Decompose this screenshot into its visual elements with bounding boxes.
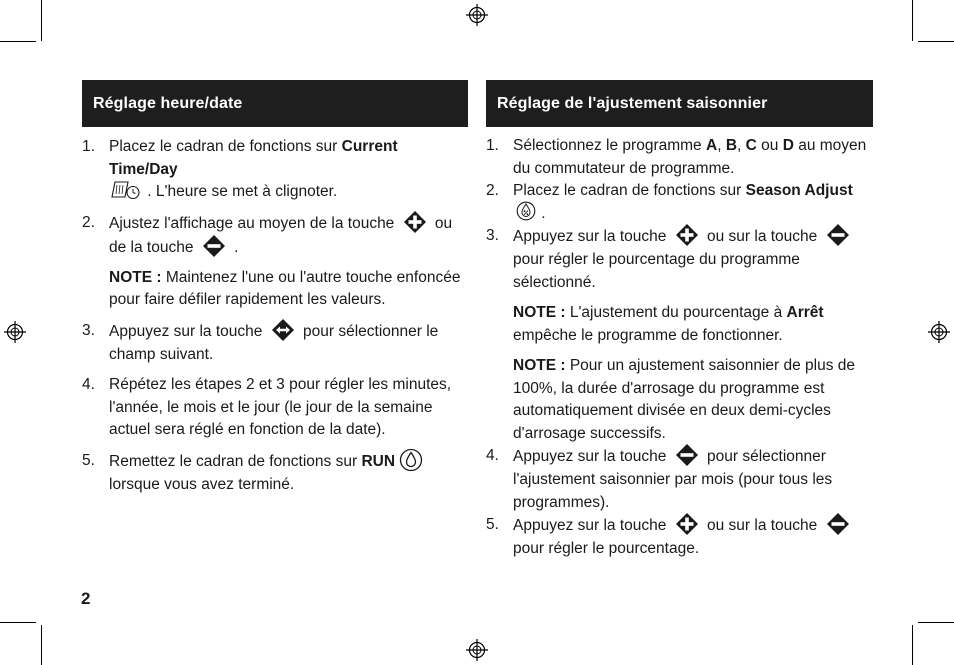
step-text: ou de la touche [109,214,453,256]
note-text: empêche le programme de fonctionner. [513,326,783,344]
crop-mark [912,0,913,41]
step-1 [486,135,873,180]
note-text: Maintenez l'une ou l'autre touche enfoncée pour faire défiler rapidement les valeurs. [109,268,461,308]
step-number: 4. [486,447,499,464]
crop-mark [0,41,36,42]
step-2 [82,212,468,260]
step-text: Répétez les étapes 2 et 3 pour régler les minutes, l'année, le mois et le jour (le jour de la semaine actuel sera réglé en fonction de la date). [109,376,452,438]
step-text: ou [756,137,783,154]
note-label: NOTE : [513,357,566,374]
note [82,267,468,312]
section-title: Réglage heure/date [93,94,243,112]
note-emphasis: Arrêt [786,304,824,321]
arrow-diamond-icon [271,318,295,342]
step-3 [82,320,468,367]
step-text: Appuyez sur la touche [513,228,671,246]
crop-mark [41,625,42,665]
step-5 [82,450,468,497]
minus-diamond-icon [202,234,226,258]
step-text: pour sélectionner le champ suivant. [109,322,439,363]
step-text: . L'heure se met à clignoter. [143,183,338,200]
step-text: pour régler le pourcentage du programme sélectionné. [513,251,800,291]
step-2 [486,180,873,225]
note-text: Pour un ajustement saisonnier de plus de 100%, la durée d'arrosage du programme est automatiquement divisée en deux demi-cycles d'arrosage successifs. [513,357,856,442]
step-4 [82,374,468,442]
note [486,302,873,347]
water-drop-icon [399,448,423,472]
step-text: . [229,238,239,256]
note [486,355,873,445]
step-text: Placez le cadran de fonctions sur [109,138,342,155]
dial-label: Season Adjust [745,182,853,199]
step-text: Appuyez sur la touche [513,448,671,466]
section-body [82,127,468,496]
step-number: 1. [486,137,499,154]
note-label: NOTE : [513,304,566,321]
step-text: lorsque vous avez terminé. [109,475,295,493]
season-adjust-icon [516,201,536,221]
step-number: 2. [486,182,499,199]
step-number: 5. [486,516,499,533]
section-title: Réglage de l'ajustement saisonnier [497,94,768,112]
step-text: Remettez le cadran de fonctions sur [109,452,362,470]
page-number: 2 [81,589,91,608]
registration-mark-icon [466,4,488,26]
registration-mark-icon [928,321,950,343]
crop-mark [912,625,913,665]
program-label: C [745,137,757,154]
step-text: pour sélectionner l'ajustement saisonnier par mois (pour tous les programmes). [513,448,833,511]
crop-mark [918,41,954,42]
calendar-clock-icon [111,180,141,200]
minus-diamond-icon [826,512,850,536]
step-5 [486,514,873,561]
crop-mark [41,0,42,41]
step-number: 3. [82,321,95,339]
step-text: Sélectionnez le programme [513,137,706,154]
step-3 [486,225,873,294]
step-number: 3. [486,227,499,244]
step-text: Placez le cadran de fonctions sur [513,182,746,199]
step-text: . [537,204,546,222]
program-label: D [782,137,794,154]
step-number: 4. [82,376,95,393]
step-4 [486,445,873,514]
crop-mark [918,622,954,623]
minus-diamond-icon [826,223,850,247]
section-header [82,80,468,127]
step-text: au moyen du commutateur de programme. [513,137,867,177]
plus-diamond-icon [675,512,699,536]
registration-mark-icon [466,639,488,661]
registration-mark-icon [4,321,26,343]
step-number: 2. [82,213,95,231]
step-text: Appuyez sur la touche [109,322,267,340]
step-text: , [737,137,746,154]
program-label: B [725,137,738,154]
seasonal-adjust-section [486,80,873,561]
step-text: ou sur la touche [702,228,822,246]
section-body [486,127,873,561]
step-text: Ajustez l'affichage au moyen de la touche [109,214,399,232]
dial-label: Current Time/Day [109,138,398,178]
plus-diamond-icon [675,223,699,247]
step-text: ou sur la touche [702,517,822,535]
note-text: L'ajustement du pourcentage à [565,304,787,321]
dial-label: RUN [361,452,396,470]
step-text: pour régler le pourcentage. [513,540,700,557]
step-text: Appuyez sur la touche [513,517,671,535]
time-date-section [82,80,468,504]
note-label: NOTE : [109,268,162,286]
step-number: 5. [82,451,95,469]
program-label: A [706,137,718,154]
step-1 [82,136,468,204]
crop-mark [0,622,36,623]
step-number: 1. [82,138,95,155]
section-header [486,80,873,127]
step-text: , [717,137,726,154]
plus-diamond-icon [403,210,427,234]
minus-diamond-icon [675,443,699,467]
